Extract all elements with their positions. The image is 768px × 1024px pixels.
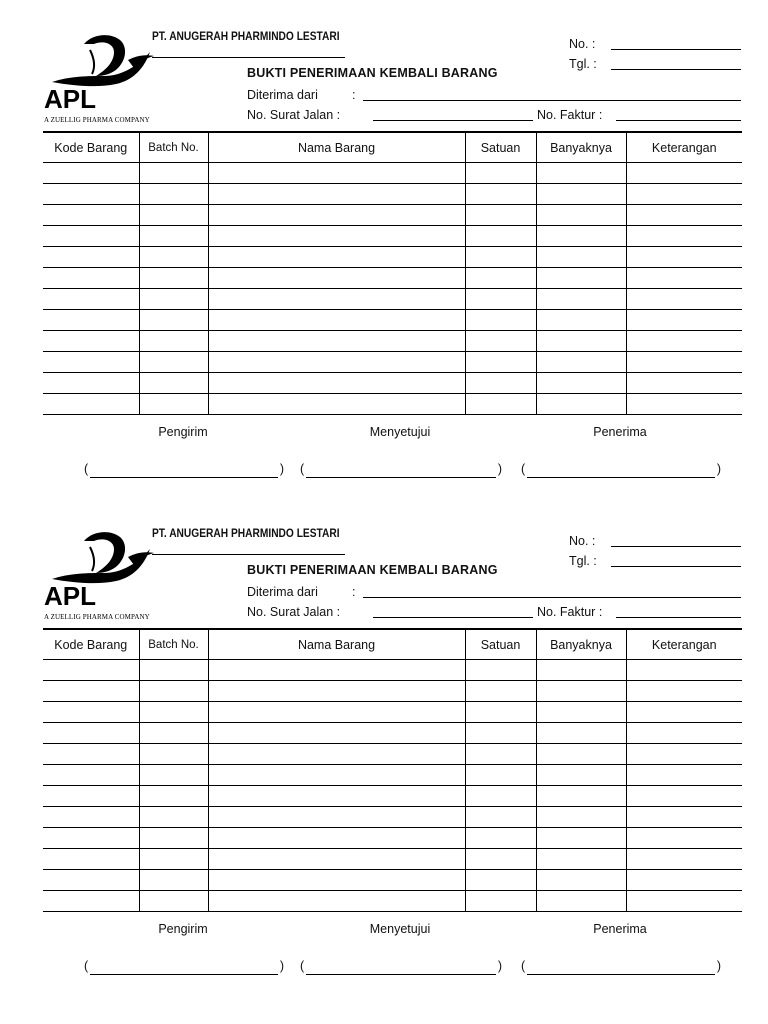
- no-label: No. :: [569, 37, 596, 51]
- paren-open: (: [521, 462, 526, 476]
- table-cell[interactable]: [465, 723, 536, 744]
- table-row: [43, 870, 742, 891]
- table-cell[interactable]: [43, 807, 139, 828]
- signature-field-penerima[interactable]: [521, 959, 721, 975]
- table-cell[interactable]: [208, 702, 465, 723]
- table-cell[interactable]: [465, 744, 536, 765]
- col-satuan: Satuan: [465, 629, 536, 660]
- table-cell[interactable]: [43, 373, 139, 394]
- table-cell[interactable]: [208, 681, 465, 702]
- table-cell[interactable]: [43, 681, 139, 702]
- table-cell[interactable]: [465, 807, 536, 828]
- table-cell[interactable]: [536, 849, 626, 870]
- table-row: [43, 807, 742, 828]
- paren-close: ): [497, 959, 502, 973]
- tgl-label: Tgl. :: [569, 554, 597, 568]
- table-cell[interactable]: [536, 891, 626, 912]
- company-logo: [44, 30, 160, 126]
- table-cell[interactable]: [139, 289, 208, 310]
- company-name: PT. ANUGERAH PHARMINDO LESTARI: [152, 29, 340, 43]
- table-cell[interactable]: [465, 184, 536, 205]
- diterima-field[interactable]: [363, 100, 741, 101]
- faktur-field[interactable]: [616, 617, 741, 618]
- logo-subtitle: A ZUELLIG PHARMA COMPANY: [44, 613, 150, 621]
- table-cell[interactable]: [43, 828, 139, 849]
- signature-line: [527, 477, 715, 478]
- table-cell[interactable]: [626, 163, 742, 184]
- table-cell[interactable]: [43, 394, 139, 415]
- table-cell[interactable]: [208, 786, 465, 807]
- table-cell[interactable]: [139, 184, 208, 205]
- table-cell[interactable]: [536, 828, 626, 849]
- table-cell[interactable]: [208, 331, 465, 352]
- table-cell[interactable]: [208, 870, 465, 891]
- table-cell[interactable]: [43, 723, 139, 744]
- faktur-field[interactable]: [616, 120, 741, 121]
- table-cell[interactable]: [626, 268, 742, 289]
- table-cell[interactable]: [208, 352, 465, 373]
- table-row: [43, 247, 742, 268]
- table-cell[interactable]: [43, 660, 139, 681]
- table-cell[interactable]: [536, 786, 626, 807]
- signature-line: [306, 974, 496, 975]
- col-keterangan: Keterangan: [626, 629, 742, 660]
- table-row: [43, 849, 742, 870]
- table-cell[interactable]: [208, 247, 465, 268]
- table-cell[interactable]: [208, 310, 465, 331]
- table-cell[interactable]: [465, 870, 536, 891]
- table-cell[interactable]: [465, 373, 536, 394]
- table-cell[interactable]: [139, 891, 208, 912]
- table-cell[interactable]: [139, 765, 208, 786]
- table-row: [43, 268, 742, 289]
- paren-close: ): [716, 462, 721, 476]
- table-cell[interactable]: [536, 744, 626, 765]
- table-cell[interactable]: [626, 807, 742, 828]
- table-cell[interactable]: [536, 247, 626, 268]
- table-cell[interactable]: [139, 723, 208, 744]
- table-cell[interactable]: [626, 891, 742, 912]
- table-cell[interactable]: [139, 352, 208, 373]
- table-cell[interactable]: [465, 310, 536, 331]
- table-cell[interactable]: [208, 373, 465, 394]
- col-satuan: Satuan: [465, 132, 536, 163]
- table-cell[interactable]: [43, 702, 139, 723]
- table-cell[interactable]: [465, 268, 536, 289]
- table-cell[interactable]: [465, 828, 536, 849]
- table-cell[interactable]: [626, 723, 742, 744]
- diterima-colon: :: [352, 585, 356, 599]
- table-cell[interactable]: [208, 744, 465, 765]
- table-cell[interactable]: [139, 310, 208, 331]
- table-cell[interactable]: [465, 765, 536, 786]
- paren-open: (: [521, 959, 526, 973]
- table-cell[interactable]: [208, 723, 465, 744]
- table-cell[interactable]: [536, 352, 626, 373]
- table-cell[interactable]: [536, 702, 626, 723]
- no-field[interactable]: [611, 49, 741, 50]
- surat-jalan-field[interactable]: [373, 120, 533, 121]
- table-cell[interactable]: [465, 394, 536, 415]
- table-cell[interactable]: [465, 352, 536, 373]
- table-cell[interactable]: [626, 226, 742, 247]
- items-table: [43, 131, 742, 415]
- logo-text: APL: [44, 84, 96, 114]
- table-cell[interactable]: [536, 289, 626, 310]
- table-cell[interactable]: [139, 205, 208, 226]
- table-cell[interactable]: [43, 268, 139, 289]
- table-row: [43, 373, 742, 394]
- col-banyaknya: Banyaknya: [536, 132, 626, 163]
- table-row: [43, 765, 742, 786]
- table-cell[interactable]: [208, 184, 465, 205]
- table-cell[interactable]: [536, 205, 626, 226]
- table-row: [43, 163, 742, 184]
- table-row: [43, 352, 742, 373]
- table-cell[interactable]: [208, 765, 465, 786]
- paren-open: (: [84, 462, 89, 476]
- table-cell[interactable]: [536, 373, 626, 394]
- table-cell[interactable]: [208, 163, 465, 184]
- table-cell[interactable]: [465, 849, 536, 870]
- col-nama-barang: Nama Barang: [208, 132, 465, 163]
- table-cell[interactable]: [536, 870, 626, 891]
- table-cell[interactable]: [536, 723, 626, 744]
- table-cell[interactable]: [139, 786, 208, 807]
- table-cell[interactable]: [626, 681, 742, 702]
- table-cell[interactable]: [465, 891, 536, 912]
- table-cell[interactable]: [208, 226, 465, 247]
- signature-label-penerima: Penerima: [593, 922, 647, 936]
- table-cell[interactable]: [465, 205, 536, 226]
- col-keterangan: Keterangan: [626, 132, 742, 163]
- tgl-field[interactable]: [611, 69, 741, 70]
- signature-line: [90, 974, 278, 975]
- table-cell[interactable]: [43, 184, 139, 205]
- table-cell[interactable]: [139, 828, 208, 849]
- table-cell[interactable]: [626, 184, 742, 205]
- table-row: [43, 786, 742, 807]
- signature-line: [306, 477, 496, 478]
- table-cell[interactable]: [139, 373, 208, 394]
- table-cell[interactable]: [43, 849, 139, 870]
- signature-line: [527, 974, 715, 975]
- table-cell[interactable]: [626, 352, 742, 373]
- col-batch-no: Batch No.: [139, 629, 208, 660]
- table-cell[interactable]: [626, 660, 742, 681]
- table-cell[interactable]: [626, 744, 742, 765]
- table-cell[interactable]: [536, 163, 626, 184]
- table-cell[interactable]: [626, 331, 742, 352]
- table-cell[interactable]: [626, 849, 742, 870]
- signature-label-pengirim: Pengirim: [158, 922, 208, 936]
- paren-close: ): [279, 959, 284, 973]
- table-row: [43, 289, 742, 310]
- paren-open: (: [300, 462, 305, 476]
- table-cell[interactable]: [465, 702, 536, 723]
- form-title: BUKTI PENERIMAAN KEMBALI BARANG: [247, 66, 498, 80]
- signature-field-pengirim[interactable]: [84, 462, 284, 478]
- table-cell[interactable]: [43, 870, 139, 891]
- table-row: [43, 310, 742, 331]
- table-cell[interactable]: [465, 681, 536, 702]
- table-cell[interactable]: [626, 765, 742, 786]
- table-row: [43, 205, 742, 226]
- table-cell[interactable]: [208, 268, 465, 289]
- table-row: [43, 331, 742, 352]
- items-table: [43, 628, 742, 912]
- table-cell[interactable]: [43, 205, 139, 226]
- surat-jalan-label: No. Surat Jalan :: [247, 605, 341, 619]
- logo-subtitle: A ZUELLIG PHARMA COMPANY: [44, 116, 150, 124]
- table-cell[interactable]: [43, 226, 139, 247]
- table-cell[interactable]: [43, 891, 139, 912]
- table-header: [43, 132, 742, 163]
- paren-open: (: [84, 959, 89, 973]
- table-cell[interactable]: [536, 765, 626, 786]
- table-row: [43, 723, 742, 744]
- paren-close: ): [279, 462, 284, 476]
- signature-field-menyetujui[interactable]: [300, 462, 502, 478]
- table-row: [43, 660, 742, 681]
- table-cell[interactable]: [208, 828, 465, 849]
- table-cell[interactable]: [465, 226, 536, 247]
- table-cell[interactable]: [536, 660, 626, 681]
- col-nama-barang: Nama Barang: [208, 629, 465, 660]
- col-banyaknya: Banyaknya: [536, 629, 626, 660]
- no-field[interactable]: [611, 546, 741, 547]
- paren-open: (: [300, 959, 305, 973]
- signature-line: [90, 477, 278, 478]
- table-cell[interactable]: [139, 247, 208, 268]
- table-row: [43, 702, 742, 723]
- table-cell[interactable]: [536, 268, 626, 289]
- company-name: PT. ANUGERAH PHARMINDO LESTARI: [152, 526, 340, 540]
- table-row: [43, 891, 742, 912]
- table-cell[interactable]: [139, 807, 208, 828]
- receipt-form: [0, 0, 768, 497]
- table-cell[interactable]: [43, 289, 139, 310]
- diterima-field[interactable]: [363, 597, 741, 598]
- table-cell[interactable]: [43, 744, 139, 765]
- form-title: BUKTI PENERIMAAN KEMBALI BARANG: [247, 563, 498, 577]
- table-cell[interactable]: [465, 660, 536, 681]
- faktur-label: No. Faktur :: [537, 108, 603, 122]
- table-cell[interactable]: [536, 394, 626, 415]
- faktur-label: No. Faktur :: [537, 605, 603, 619]
- logo-text: APL: [44, 581, 96, 611]
- surat-jalan-field[interactable]: [373, 617, 533, 618]
- table-row: [43, 394, 742, 415]
- table-row: [43, 744, 742, 765]
- no-label: No. :: [569, 534, 596, 548]
- signature-label-pengirim: Pengirim: [158, 425, 208, 439]
- table-cell[interactable]: [536, 226, 626, 247]
- table-cell[interactable]: [626, 870, 742, 891]
- table-cell[interactable]: [208, 289, 465, 310]
- paren-close: ): [716, 959, 721, 973]
- company-underline: [152, 57, 345, 58]
- table-cell[interactable]: [43, 310, 139, 331]
- table-cell[interactable]: [208, 394, 465, 415]
- table-cell[interactable]: [139, 163, 208, 184]
- table-cell[interactable]: [465, 247, 536, 268]
- table-cell[interactable]: [536, 331, 626, 352]
- col-kode-barang: Kode Barang: [43, 132, 139, 163]
- table-cell[interactable]: [139, 660, 208, 681]
- table-cell[interactable]: [536, 310, 626, 331]
- table-cell[interactable]: [208, 807, 465, 828]
- table-cell[interactable]: [139, 394, 208, 415]
- table-cell[interactable]: [43, 786, 139, 807]
- diterima-label: Diterima dari: [247, 88, 318, 102]
- table-cell[interactable]: [139, 870, 208, 891]
- table-row: [43, 184, 742, 205]
- table-cell[interactable]: [626, 702, 742, 723]
- table-cell[interactable]: [43, 331, 139, 352]
- table-cell[interactable]: [626, 205, 742, 226]
- signature-field-menyetujui[interactable]: [300, 959, 502, 975]
- table-cell[interactable]: [626, 289, 742, 310]
- diterima-label: Diterima dari: [247, 585, 318, 599]
- table-cell[interactable]: [139, 331, 208, 352]
- table-cell[interactable]: [208, 660, 465, 681]
- col-kode-barang: Kode Barang: [43, 629, 139, 660]
- table-cell[interactable]: [626, 247, 742, 268]
- col-batch-no: Batch No.: [139, 132, 208, 163]
- company-underline: [152, 554, 345, 555]
- table-cell[interactable]: [208, 849, 465, 870]
- signature-field-pengirim[interactable]: [84, 959, 284, 975]
- table-cell[interactable]: [465, 289, 536, 310]
- table-header: [43, 629, 742, 660]
- table-cell[interactable]: [626, 373, 742, 394]
- table-row: [43, 828, 742, 849]
- table-cell[interactable]: [139, 226, 208, 247]
- table-cell[interactable]: [465, 163, 536, 184]
- table-cell[interactable]: [626, 786, 742, 807]
- table-cell[interactable]: [465, 331, 536, 352]
- signature-label-penerima: Penerima: [593, 425, 647, 439]
- table-row: [43, 681, 742, 702]
- tgl-label: Tgl. :: [569, 57, 597, 71]
- table-cell[interactable]: [626, 394, 742, 415]
- table-cell[interactable]: [139, 702, 208, 723]
- table-cell[interactable]: [208, 205, 465, 226]
- table-cell[interactable]: [43, 765, 139, 786]
- table-cell[interactable]: [208, 891, 465, 912]
- table-cell[interactable]: [626, 310, 742, 331]
- table-cell[interactable]: [43, 247, 139, 268]
- surat-jalan-label: No. Surat Jalan :: [247, 108, 341, 122]
- table-cell[interactable]: [139, 849, 208, 870]
- paren-close: ): [497, 462, 502, 476]
- table-cell[interactable]: [43, 352, 139, 373]
- table-cell[interactable]: [139, 681, 208, 702]
- table-cell[interactable]: [536, 184, 626, 205]
- signature-label-menyetujui: Menyetujui: [369, 922, 431, 936]
- company-logo: [44, 527, 160, 623]
- tgl-field[interactable]: [611, 566, 741, 567]
- table-cell[interactable]: [139, 744, 208, 765]
- table-cell[interactable]: [626, 828, 742, 849]
- table-cell[interactable]: [465, 786, 536, 807]
- signature-label-menyetujui: Menyetujui: [369, 425, 431, 439]
- table-cell[interactable]: [536, 681, 626, 702]
- table-cell[interactable]: [43, 163, 139, 184]
- receipt-form: [0, 497, 768, 994]
- table-row: [43, 226, 742, 247]
- diterima-colon: :: [352, 88, 356, 102]
- signature-field-penerima[interactable]: [521, 462, 721, 478]
- table-cell[interactable]: [536, 807, 626, 828]
- table-cell[interactable]: [139, 268, 208, 289]
